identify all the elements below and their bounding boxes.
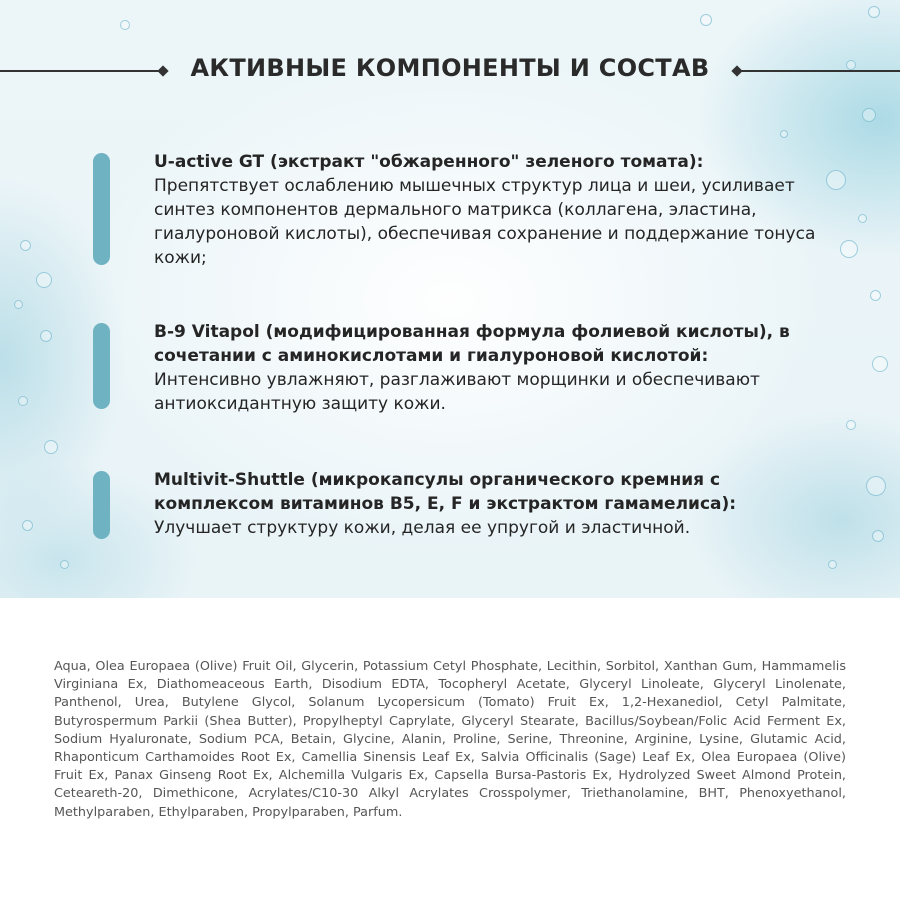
page-title: АКТИВНЫЕ КОМПОНЕНТЫ И СОСТАВ	[190, 54, 710, 82]
component-description: Препятствует ослаблению мышечных структур лица и шеи, усиливает синтез компонентов дермального матрикса (коллагена, эластина, гиалуроновой кислоты), обеспечивая сохранение и поддержание тонуса кожи;	[154, 176, 816, 268]
component-heading: B-9 Vitapol (модифицированная формула фолиевой кислоты), в сочетании с аминокислотами и гиалуроновой кислотой:	[154, 322, 790, 366]
accent-bar	[93, 471, 110, 539]
ingredients-section	[0, 598, 900, 900]
ingredients-list: Aqua, Olea Europaea (Olive) Fruit Oil, Glycerin, Potassium Cetyl Phosphate, Lecithin, Sorbitol, Xanthan Gum, Hammamelis Virginiana Ex, Diathomeaceous Earth, Disodium EDTA, Tocopheryl Acetate, Glyceryl Linoleate, Glyceryl Linolenate, Panthenol, Urea, Butylene Glycol, Solanum Lycopersicum (Tomato) Fruit Ex, 1,2-Hexanediol, Cetyl Palmitate, Butyrospermum Parkii (Shea Butter), Propylheptyl Caprylate, Glyceryl Stearate, Bacillus/Soybean/Folic Acid Ferment Ex, Sodium Hyaluronate, Sodium PCA, Betain, Glycine, Alanin, Proline, Serine, Threonine, Arginine, Lysine, Glutamic Acid, Rhaponticum Carthamoides Root Ex, Camellia Sinensis Leaf Ex, Salvia Officinalis (Sage) Leaf Ex, Olea Europaea (Olive) Fruit Ex, Panax Ginseng Root Ex, Alchemilla Vulgaris Ex, Capsella Bursa-Pastoris Ex, Hydrolyzed Sweet Almond Protein, Ceteareth-20, Dimethicone, Acrylates/C10-30 Alkyl Acrylates Crosspolymer, Triethanolamine, BHT, Phenoxyethanol, Methylparaben, Ethylparaben, Propylparaben, Parfum.	[54, 659, 846, 820]
component-heading: U-active GT (экстракт "обжаренного" зеленого томата):	[154, 152, 704, 172]
component-text	[154, 150, 824, 270]
title-divider-right	[738, 70, 900, 72]
component-block-multivit-shuttle	[93, 468, 833, 548]
title-row	[0, 50, 900, 90]
title-diamond-left	[157, 65, 168, 76]
component-description: Улучшает структуру кожи, делая ее упругой и эластичной.	[154, 518, 691, 538]
component-text	[154, 468, 824, 540]
component-description: Интенсивно увлажняют, разглаживают морщинки и обеспечивают антиоксидантную защиту кожи.	[154, 370, 760, 414]
component-block-u-active	[93, 150, 833, 270]
title-divider-left	[0, 70, 162, 72]
component-text	[154, 320, 824, 416]
accent-bar	[93, 153, 110, 265]
accent-bar	[93, 323, 110, 409]
component-block-b9-vitapol	[93, 320, 833, 420]
component-heading: Multivit-Shuttle (микрокапсулы органического кремния с комплексом витаминов B5, E, F и экстрактом гамамелиса):	[154, 470, 737, 514]
